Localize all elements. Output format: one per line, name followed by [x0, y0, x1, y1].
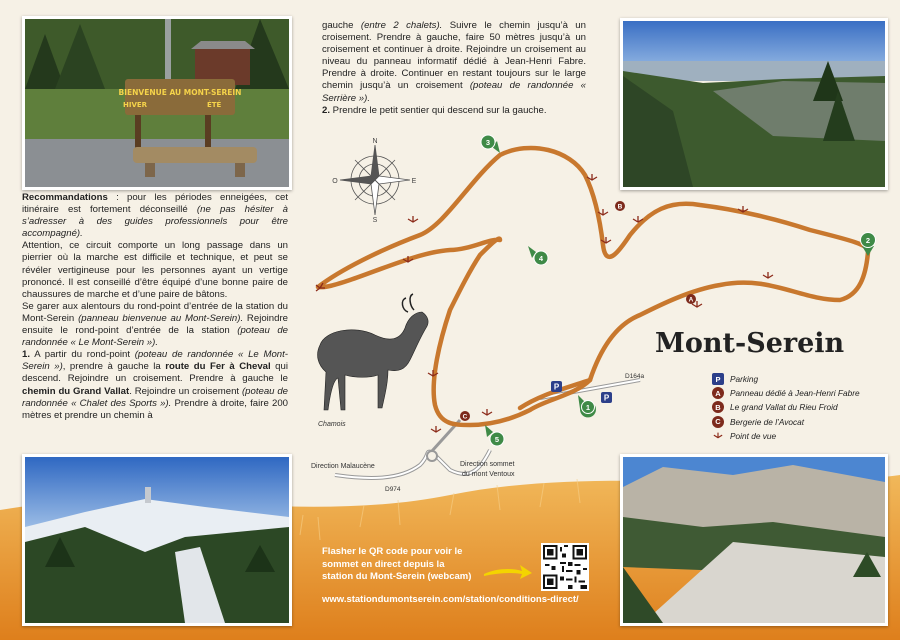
parking-text-2: Rejoindre ensuite le rond-point d’entrée de la station: [22, 312, 289, 337]
waypoint-4-marker: [528, 246, 548, 265]
poi-c-marker: [460, 411, 470, 421]
reco-text: : pour les périodes enneigées, cet itinéraire est fortement déconseillé: [22, 192, 288, 216]
compass-rose-icon: [340, 145, 410, 215]
step1-text-c: qui descend. Rejoindre un croisement. Prendre à gauche le: [22, 361, 288, 385]
qr-line-1: Flasher le QR code pour voir le: [322, 546, 463, 557]
waypoint-5-marker: [485, 425, 504, 446]
step1-text-b: , prendre à gauche la: [62, 361, 166, 373]
welcome-sign-right: ÉTÉ: [207, 101, 222, 109]
photo-ventoux-summit: [22, 454, 292, 626]
step1-road-name: route du Fer à Cheval: [165, 361, 271, 373]
step1-number: 1.: [22, 349, 31, 361]
compass-east: E: [411, 178, 417, 185]
reco-italic: (ne pas hésiter à s’adresser à des guides professionnels pour être accompagné).: [22, 204, 288, 240]
attention-text: Attention, ce circuit comporte un long passage dans un pierrier où la marche est difficile et technique, et peut se révéler vertigineuse pour les personnes ayant un vertige prononcé. Il est conseillé d’être équipé d’une bonne paire de chaussures de marche et d’une paire de bâtons.: [22, 240, 288, 300]
arrow-right-icon: [482, 562, 534, 582]
svg-text:1: 1: [585, 403, 591, 412]
svg-text:4: 4: [538, 254, 544, 263]
legend-poi-a: [712, 386, 860, 400]
qr-code-icon[interactable]: [541, 543, 589, 591]
svg-text:A: A: [688, 296, 694, 304]
cont-italic: (entre 2 chalets).: [360, 20, 443, 31]
welcome-sign-left: HIVER: [123, 101, 148, 109]
qr-line-3: station du Mont-Serein (webcam): [322, 571, 472, 582]
parking-icon: P: [712, 373, 724, 385]
map-legend: [712, 372, 860, 443]
legend-poi-b: [712, 400, 860, 414]
map-title: Mont-Serein: [655, 328, 845, 359]
compass-south: S: [372, 217, 378, 224]
itinerary-continued-text: [322, 20, 586, 117]
compass-west: O: [332, 178, 338, 185]
viewpoint-icon: [712, 430, 724, 442]
direction-ventoux-2: du mont Ventoux: [462, 471, 515, 478]
parking-italic: (panneau bienvenue au Mont-Serein).: [78, 312, 244, 324]
recommendations-text: [22, 192, 288, 422]
svg-text:3: 3: [485, 138, 491, 147]
svg-text:P: P: [603, 393, 610, 403]
legend-poi-a-label: Panneau dédié à Jean-Henri Fabre: [730, 388, 860, 399]
waypoint-1-marker: [578, 395, 596, 417]
step1-text-d: . Rejoindre un croisement: [129, 385, 242, 397]
direction-ventoux-1: Direction sommet: [460, 461, 515, 468]
step1-text-e: Prendre à droite, faire 200 mètres et prendre un chemin à: [22, 397, 288, 421]
chamois-illustration-icon: [318, 294, 429, 410]
parking-marker-1: [551, 381, 562, 392]
road-label-d164a: D164a: [625, 373, 645, 380]
legend-viewpoint: [712, 429, 860, 443]
step1-text: A partir du rond-point: [30, 349, 135, 361]
step2-text: Prendre le petit sentier qui descend sur la gauche.: [330, 104, 547, 116]
svg-text:B: B: [617, 203, 623, 211]
compass-north: N: [372, 138, 378, 145]
qr-line-2: sommet en direct depuis la: [322, 558, 445, 570]
cont-text-b: Suivre le chemin jusqu’à un croisement. Prendre à gauche, faire 50 mètres jusqu’à un croisement et continuer à droite. Rejoindre un croisement au niveau du panneau informatif dédié à Jean-Henri Fabre. Prendre à droite. Continuer en restant toujours sur le large chemin jusqu’à un croisement: [322, 20, 586, 92]
step2-number: 2.: [322, 104, 331, 116]
poi-a-marker: [686, 294, 696, 304]
svg-text:2: 2: [865, 236, 871, 245]
poi-b-marker: [615, 201, 625, 211]
step1-italic-d: (poteau de randonnée « Chalet des Sports »).: [22, 385, 289, 409]
svg-text:5: 5: [494, 435, 500, 444]
cont-text: gauche: [322, 20, 361, 31]
legend-parking: [712, 372, 860, 386]
svg-text:P: P: [553, 382, 560, 392]
photo-welcome-sign: [22, 16, 292, 190]
waypoint-2-marker: [861, 233, 876, 257]
chamois-caption: Chamois: [318, 421, 346, 428]
road-label-d974: D974: [385, 486, 401, 493]
parking-italic-2: (poteau de randonnée « Le Mont-Serein »).: [22, 325, 289, 349]
step1-italic: (poteau de randonnée « Le Mont-Serein »): [22, 349, 288, 373]
cont-italic-b: (poteau de randonnée « Serrière »).: [322, 80, 586, 104]
trail-map: [290, 120, 900, 500]
waypoint-3-marker: [481, 135, 500, 153]
webcam-url-link[interactable]: www.stationdumontserein.com/station/conditions-direct/: [322, 594, 579, 605]
direction-malaucene: Direction Malaucène: [311, 463, 375, 470]
legend-viewpoint-label: Point de vue: [730, 430, 777, 441]
poi-c-icon: C: [712, 416, 724, 428]
legend-parking-label: Parking: [730, 374, 759, 385]
parking-text: Se garer aux alentours du rond-point d’entrée de la station du Mont-Serein: [22, 300, 288, 324]
poi-b-icon: B: [712, 401, 724, 413]
legend-poi-b-label: Le grand Vallat du Rieu Froid: [730, 402, 838, 413]
recommendations-title: Recommandations: [22, 192, 108, 203]
welcome-sign-text: BIENVENUE AU MONT-SEREIN: [118, 88, 242, 97]
poi-a-icon: A: [712, 387, 724, 399]
step1-path-name: chemin du Grand Vallat: [22, 385, 130, 397]
legend-poi-c: [712, 415, 860, 429]
parking-marker-2: [601, 392, 612, 403]
svg-text:C: C: [462, 413, 468, 421]
legend-poi-c-label: Bergerie de l’Avocat: [730, 416, 805, 427]
